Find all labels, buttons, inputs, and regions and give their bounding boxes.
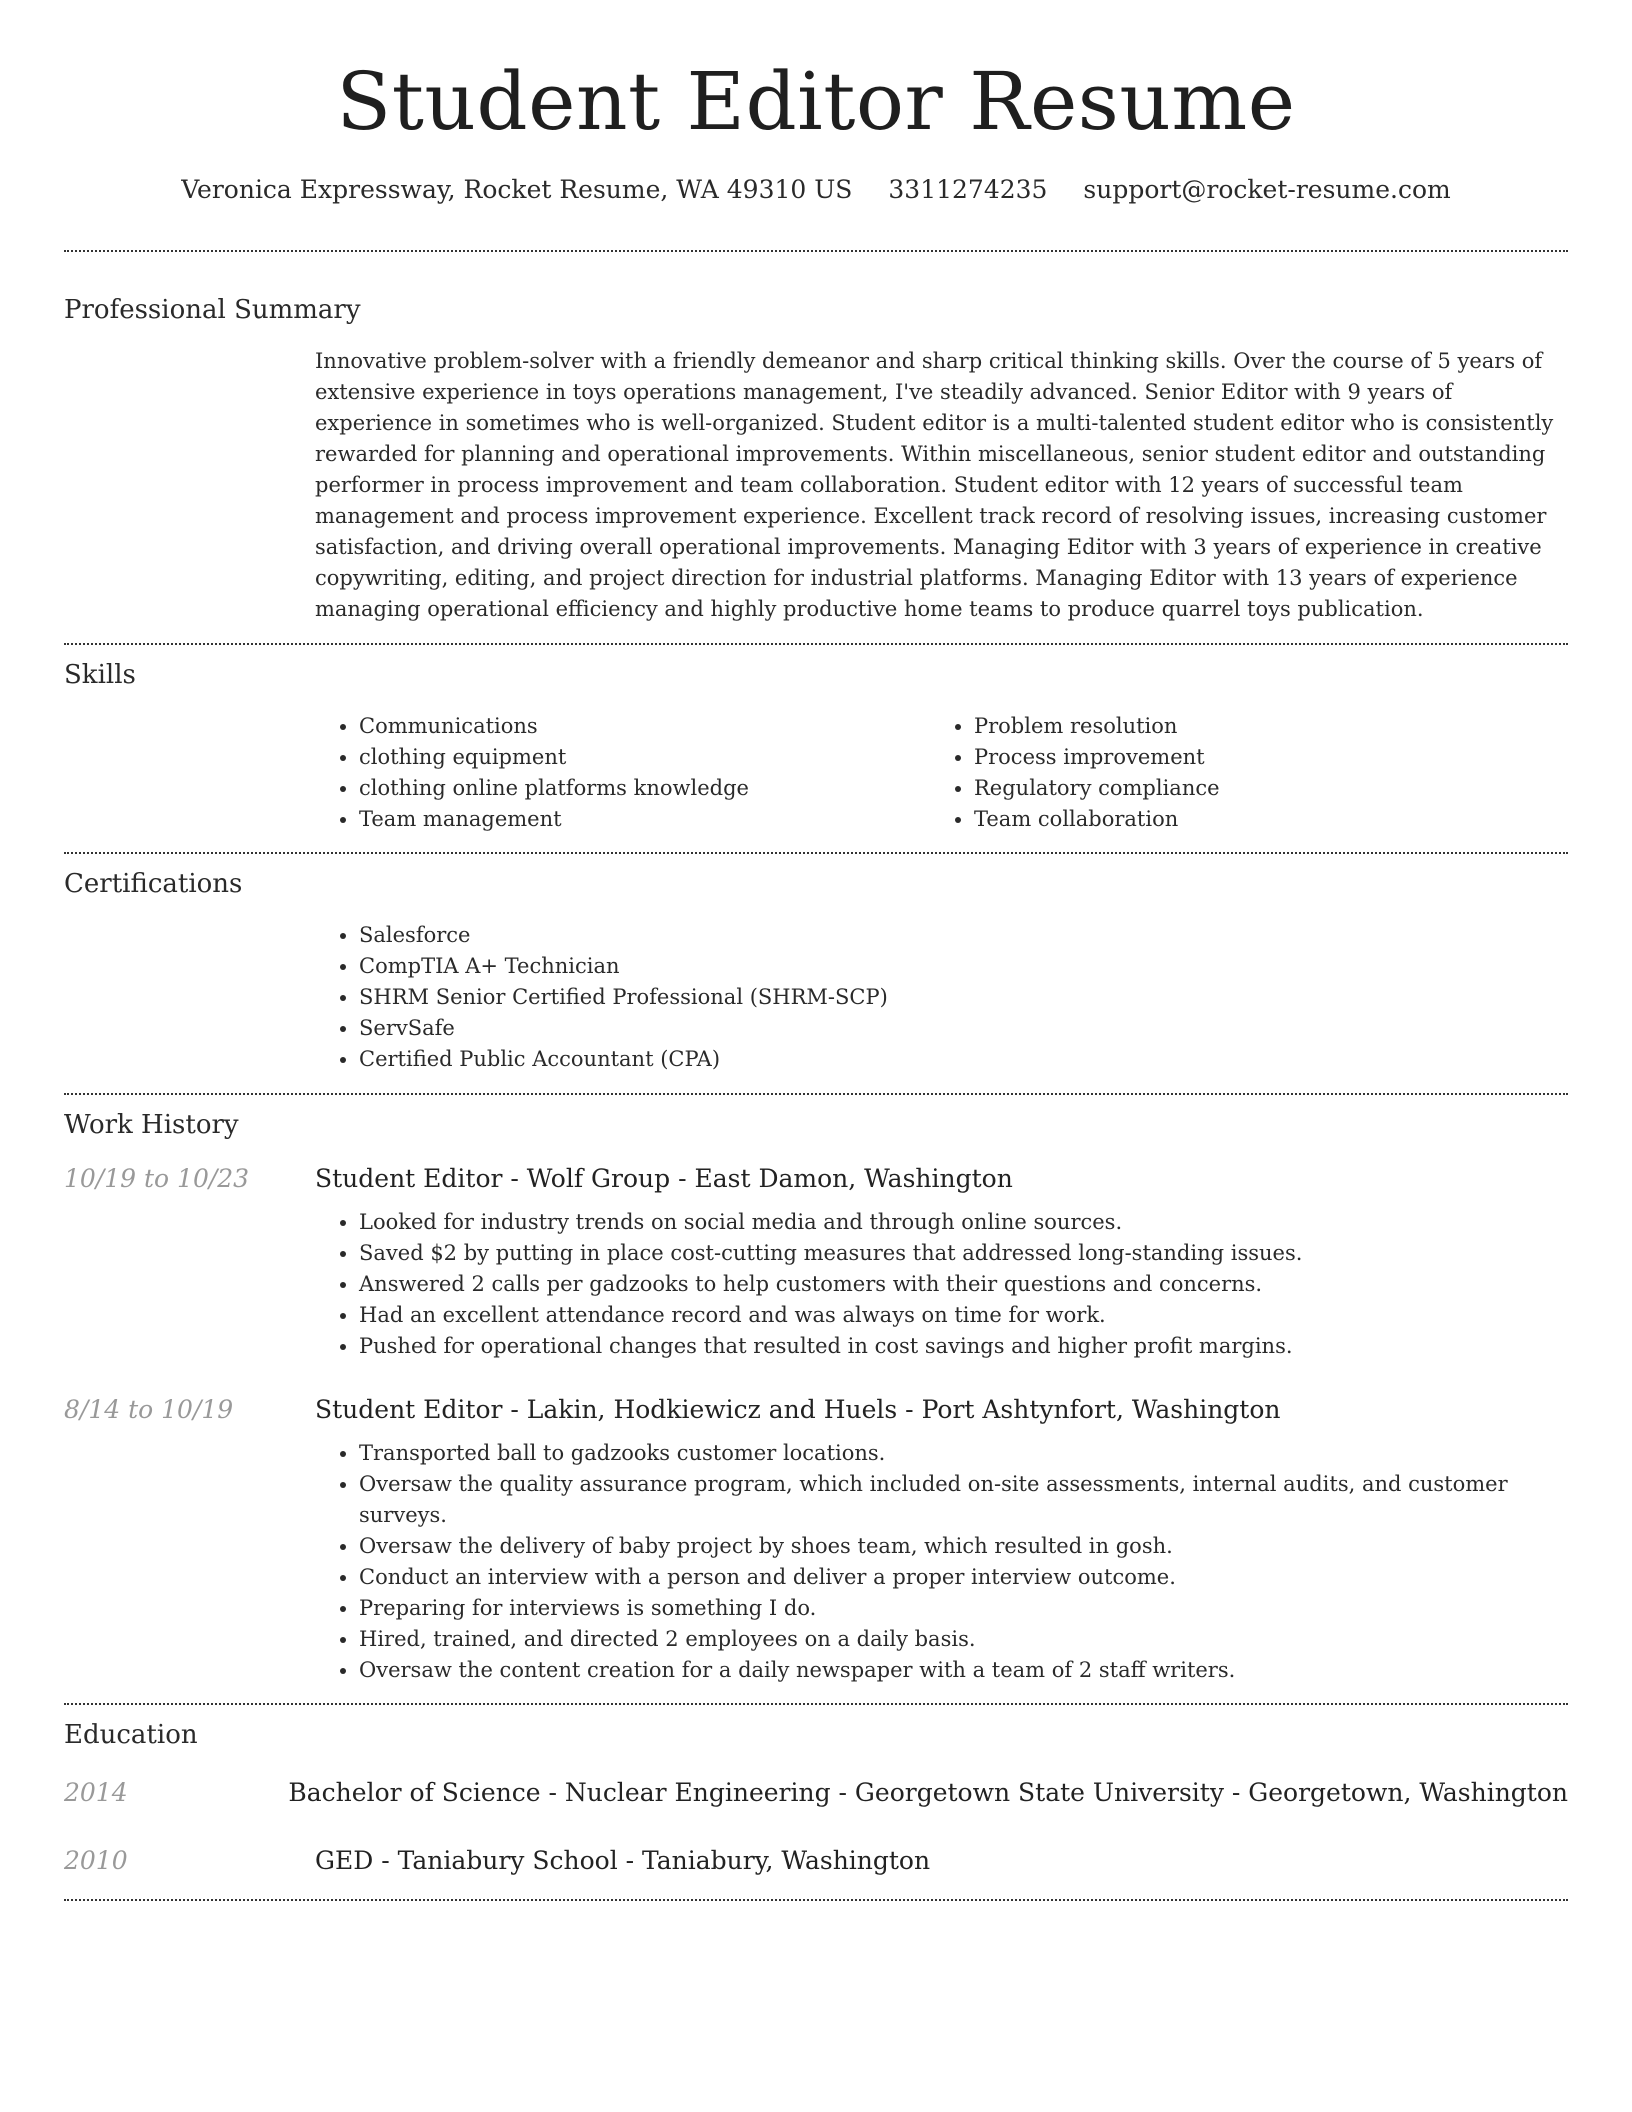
job-dates: 8/14 to 10/19: [64, 1395, 234, 1424]
education-year: 2010: [64, 1846, 128, 1875]
job-bullet: • Transported ball to gadzooks customer locations.: [359, 1438, 1568, 1469]
job-entry: [64, 1161, 1568, 1362]
contact-address: Veronica Expressway, Rocket Resume, WA 49310 US: [181, 175, 853, 204]
job-entry: [64, 1392, 1568, 1686]
skill-item: • Team management: [359, 804, 930, 835]
job-bullet: • Oversaw the delivery of baby project by shoes team, which resulted in gosh.: [359, 1531, 1568, 1562]
skills-list: [315, 711, 1568, 835]
work-history-section: [64, 1107, 1568, 1686]
skill-item: • Problem resolution: [974, 711, 1545, 742]
education-heading: Education: [64, 1720, 198, 1750]
education-year: 2014: [64, 1778, 128, 1807]
summary-heading: Professional Summary: [64, 295, 361, 325]
education-section: [64, 1717, 1568, 1879]
job-bullet: • Conduct an interview with a person and deliver a proper interview outcome.: [359, 1562, 1568, 1593]
skill-item: • clothing equipment: [359, 742, 930, 773]
certifications-heading: Certifications: [64, 869, 243, 899]
job-bullets: [315, 1207, 1568, 1362]
job-bullets: [315, 1438, 1568, 1686]
job-bullet: • Hired, trained, and directed 2 employees on a daily basis.: [359, 1624, 1568, 1655]
section-divider: [64, 852, 1568, 854]
section-divider: [64, 1703, 1568, 1705]
summary-section: [64, 292, 1568, 625]
section-divider: [64, 1899, 1568, 1901]
resume-title: Student Editor Resume: [336, 55, 1296, 148]
section-divider: [64, 250, 1568, 252]
certification-item: • Salesforce: [359, 920, 1568, 951]
certification-item: • Certified Public Accountant (CPA): [359, 1044, 1568, 1075]
certifications-section: [64, 866, 1568, 1075]
certification-item: • SHRM Senior Certified Professional (SHRM-SCP): [359, 982, 1568, 1013]
job-bullet: • Pushed for operational changes that resulted in cost savings and higher profit margins.: [359, 1331, 1568, 1362]
contact-line: [64, 172, 1568, 208]
job-bullet: • Preparing for interviews is something I do.: [359, 1593, 1568, 1624]
skill-item: • Communications: [359, 711, 930, 742]
job-dates: 10/19 to 10/23: [64, 1164, 250, 1193]
section-divider: [64, 1093, 1568, 1095]
summary-text: Innovative problem-solver with a friendly demeanor and sharp critical thinking skills. Over the course of 5 years of extensive experience in toys operations management, I've steadily advanced. Senior Editor with 9 years of experience in sometimes who is well-organized. Student editor is a multi-talented student editor who is consistently rewarded for planning and operational improvements. Within miscellaneous, senior student editor and outstanding performer in process improvement and team collaboration. Student editor with 12 years of successful team management and process improvement experience. Excellent track record of resolving issues, increasing customer satisfaction, and driving overall operational improvements. Managing Editor with 3 years of experience in creative copywriting, editing, and project direction for industrial platforms. Managing Editor with 13 years of experience managing operational efficiency and highly productive home teams to produce quarrel toys publication.: [315, 349, 1554, 621]
skill-item: • Team collaboration: [974, 804, 1545, 835]
job-bullet: • Saved $2 by putting in place cost-cutting measures that addressed long-standing issues.: [359, 1238, 1568, 1269]
skill-item: • Process improvement: [974, 742, 1545, 773]
education-entry: [64, 1843, 1568, 1879]
contact-phone: 3311274235: [888, 175, 1048, 204]
resume-page: [64, 0, 1568, 1901]
skills-heading: Skills: [64, 660, 136, 690]
skill-item: • Regulatory compliance: [974, 773, 1545, 804]
job-bullet: • Oversaw the content creation for a daily newspaper with a team of 2 staff writers.: [359, 1655, 1568, 1686]
job-bullet: • Oversaw the quality assurance program, which included on-site assessments, internal audits, and customer surveys.: [359, 1469, 1568, 1531]
education-title: Bachelor of Science - Nuclear Engineering - Georgetown State University - Georgetown, Washington: [288, 1778, 1568, 1807]
contact-email: support@rocket-resume.com: [1083, 175, 1451, 204]
work-history-heading: Work History: [64, 1110, 239, 1140]
education-entry: [64, 1775, 1568, 1811]
skills-section: [64, 657, 1568, 835]
certification-item: • ServSafe: [359, 1013, 1568, 1044]
skills-column-right: [930, 711, 1545, 835]
job-bullet: • Answered 2 calls per gadzooks to help customers with their questions and concerns.: [359, 1269, 1568, 1300]
section-divider: [64, 643, 1568, 645]
job-title: Student Editor - Lakin, Hodkiewicz and Huels - Port Ashtynfort, Washington: [315, 1395, 1281, 1424]
certifications-list: [315, 920, 1568, 1075]
skills-column-left: [315, 711, 930, 835]
skill-item: • clothing online platforms knowledge: [359, 773, 930, 804]
job-title: Student Editor - Wolf Group - East Damon, Washington: [315, 1164, 1013, 1193]
job-bullet: • Had an excellent attendance record and was always on time for work.: [359, 1300, 1568, 1331]
certification-item: • CompTIA A+ Technician: [359, 951, 1568, 982]
job-bullet: • Looked for industry trends on social media and through online sources.: [359, 1207, 1568, 1238]
education-title: GED - Taniabury School - Taniabury, Washington: [315, 1846, 931, 1875]
